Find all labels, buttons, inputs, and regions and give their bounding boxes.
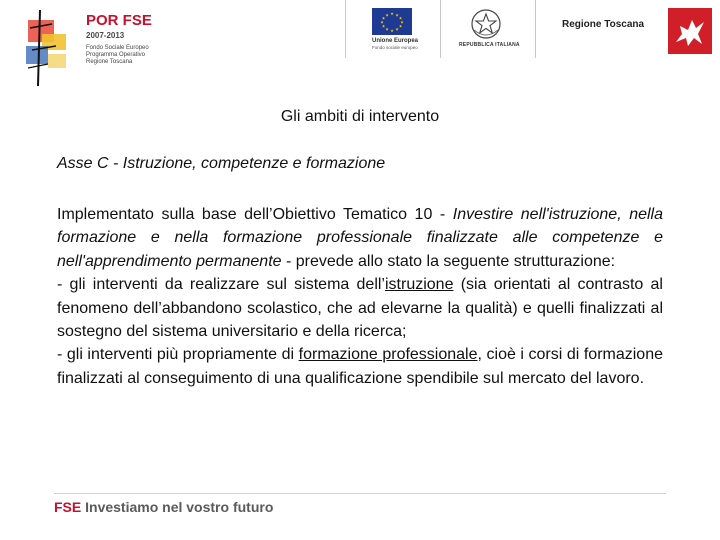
svg-text:★: ★ xyxy=(390,11,394,16)
repubblica-italiana-emblem-icon xyxy=(470,8,502,40)
svg-text:★: ★ xyxy=(381,15,386,21)
header-divider xyxy=(535,0,536,58)
svg-text:★: ★ xyxy=(395,26,399,32)
eu-sub-caption: Fondo sociale europeo xyxy=(372,45,418,50)
regione-toscana-label: Regione Toscana xyxy=(562,19,645,30)
svg-text:★: ★ xyxy=(381,23,386,29)
header-logo-bar xyxy=(0,0,720,92)
svg-text:★: ★ xyxy=(390,28,394,33)
svg-text:★: ★ xyxy=(398,15,403,21)
eu-caption: Unione Europea xyxy=(372,38,419,44)
slide-title: Gli ambiti di intervento xyxy=(280,108,440,125)
header-divider xyxy=(345,0,346,58)
svg-text:★: ★ xyxy=(395,12,399,18)
por-fse-line: Programma Operativo xyxy=(86,52,146,58)
paragraph-tail: - prevede allo stato la seguente strutturazione: xyxy=(281,252,616,270)
svg-text:★: ★ xyxy=(398,23,403,29)
footer-slogan xyxy=(54,499,273,515)
por-fse-title: POR FSE xyxy=(86,12,152,29)
svg-text:★: ★ xyxy=(385,26,389,32)
svg-text:★: ★ xyxy=(385,12,389,18)
por-fse-years: 2007-2013 xyxy=(86,31,125,40)
footer-divider xyxy=(54,493,666,494)
emblem-caption: REPUBBLICA ITALIANA xyxy=(459,42,520,48)
bullet-istruzione-lead: - gli interventi da realizzare sul sistema dell’ xyxy=(57,276,385,294)
paragraph-lead: Implementato sulla base dell’Obiettivo Tematico 10 - xyxy=(57,206,453,223)
svg-text:★: ★ xyxy=(380,19,384,25)
regione-toscana-pegasus-icon xyxy=(668,8,712,54)
por-fse-line: Fondo Sociale Europeo xyxy=(86,45,149,51)
footer-fse: FSE xyxy=(54,499,82,515)
header-divider xyxy=(440,0,441,58)
por-fse-line: Regione Toscana xyxy=(86,59,133,65)
eu-flag-icon xyxy=(372,8,412,35)
section-heading: Asse C - Istruzione, competenze e formazione xyxy=(57,155,386,172)
bullet-formazione-tail: , cioè i corsi di formazione finalizzati al conseguimento di una qualificazione spendibile sul mercato del lavoro. xyxy=(57,346,663,387)
formazione-professionale-underlined: formazione professionale xyxy=(298,346,478,364)
svg-text:★: ★ xyxy=(400,19,404,25)
bullet-istruzione-tail: (sia orientati al contrasto al fenomeno dell’abbandono scolastico, che ad elevarne la qualità) e quelli finalizzati al sostegno del sistema universitario e della ricerca; xyxy=(57,276,663,341)
istruzione-underlined: istruzione xyxy=(384,276,454,294)
bullet-formazione-lead: - gli interventi più propriamente di xyxy=(57,346,299,364)
footer-slogan-text: Investiamo nel vostro futuro xyxy=(85,499,274,515)
por-fse-emblem-icon xyxy=(22,6,82,90)
objective-title: Investire nell'istruzione, nella formazione e nella formazione professionale finalizzate alle competenze e nell'apprendimento permanente xyxy=(57,206,663,270)
body-text xyxy=(57,203,663,390)
